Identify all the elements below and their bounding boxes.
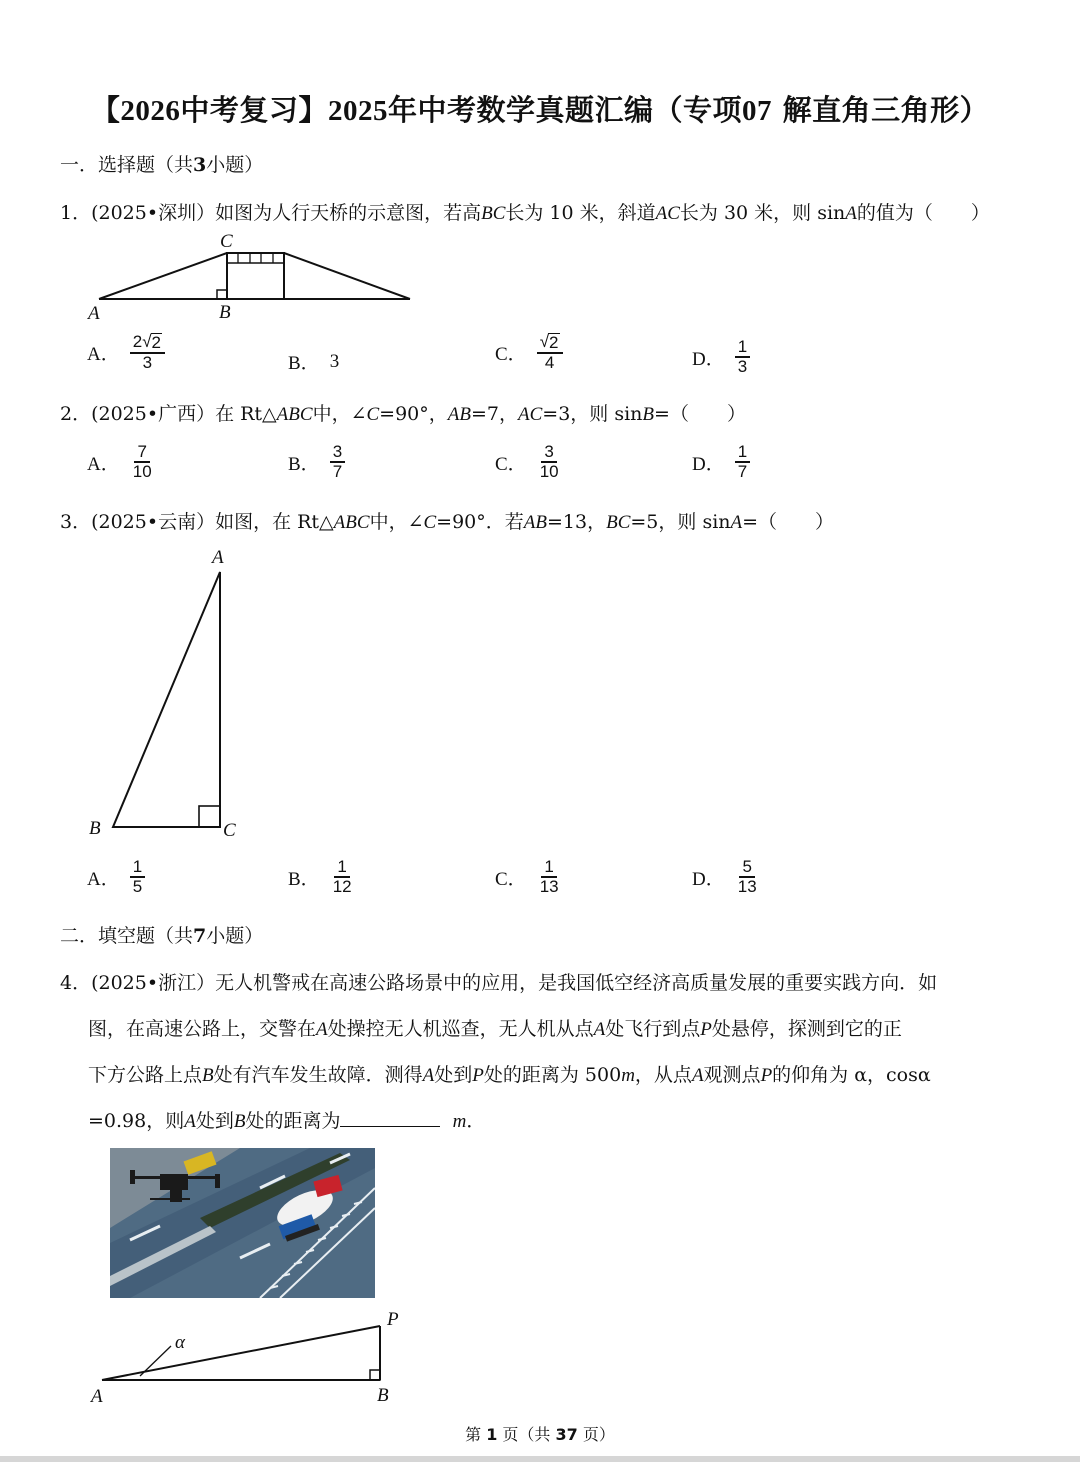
math-var: B — [233, 1111, 246, 1132]
question-4-line-4 — [88, 1106, 485, 1133]
question-text: 下方公路上点 — [88, 1064, 203, 1086]
label-a: A — [88, 303, 100, 324]
question-text: 图，在高速公路上，交警在 — [88, 1018, 317, 1040]
title-main-text: 年中考数学真题汇编（专项 — [387, 93, 742, 127]
answer-blank[interactable] — [340, 1110, 440, 1127]
math-var: P — [700, 1019, 712, 1040]
option-label: D． — [692, 868, 725, 890]
question-4-line-3 — [88, 1060, 931, 1087]
title-year: 2025 — [327, 95, 388, 127]
question-source: (2025•云南） — [91, 511, 216, 533]
fraction — [330, 858, 355, 896]
rail-posts — [238, 253, 273, 263]
figure-right-triangle — [80, 540, 280, 850]
option-label: A． — [87, 453, 120, 475]
question-text: 处有汽车发生故障．测得 — [213, 1064, 423, 1086]
drone-highway-photo — [110, 1148, 375, 1298]
fraction — [735, 443, 750, 481]
option-label: C． — [495, 868, 527, 890]
option-label: B． — [288, 453, 320, 475]
math-var: A — [845, 203, 857, 224]
q3-option-d[interactable] — [692, 858, 760, 896]
denominator: 13 — [737, 877, 757, 896]
question-text: =5，则 sin — [630, 511, 731, 533]
denominator: 10 — [132, 462, 152, 481]
fraction — [130, 443, 155, 481]
label-b: B — [89, 818, 101, 839]
denominator: 3 — [142, 353, 153, 372]
numerator: 3 — [330, 443, 345, 463]
denominator: 10 — [539, 462, 559, 481]
question-text: =0.98，则 — [88, 1110, 185, 1132]
numerator: 1 — [334, 858, 349, 878]
question-text: =13， — [547, 511, 607, 533]
fraction — [130, 333, 165, 372]
q1-option-d[interactable] — [692, 338, 750, 376]
section-heading-choice — [60, 150, 263, 177]
numerator: 1 — [130, 858, 145, 878]
option-label: A． — [87, 344, 120, 365]
bridge-body — [227, 253, 284, 299]
denominator: 5 — [132, 877, 143, 896]
numerator: 5 — [739, 858, 754, 878]
fraction — [537, 443, 562, 481]
math-var: A — [730, 512, 743, 533]
footer-text: 页） — [582, 1425, 615, 1444]
math-var: ABC — [276, 404, 313, 425]
current-page: 1 — [486, 1425, 498, 1444]
triangle-abc — [113, 572, 220, 827]
question-text: 中，∠ — [312, 403, 367, 425]
q3-option-b[interactable] — [288, 858, 355, 896]
question-text: ，从点 — [634, 1064, 692, 1086]
denominator: 12 — [332, 877, 352, 896]
numerator: 1 — [735, 443, 750, 463]
right-angle-marker — [217, 290, 227, 299]
label-a: A — [212, 547, 224, 568]
math-var: P — [472, 1065, 484, 1086]
question-text: 长为 30 米，则 sin — [679, 202, 846, 224]
fraction — [735, 338, 750, 376]
page-footer — [0, 1422, 1080, 1445]
math-var: C — [423, 512, 437, 533]
question-text: 处飞行到点 — [605, 1018, 701, 1040]
document-title — [0, 88, 1080, 129]
label-b: B — [377, 1385, 389, 1406]
denominator: 7 — [737, 462, 748, 481]
question-1 — [60, 198, 990, 225]
section-suffix: 小题） — [206, 154, 264, 176]
q2-option-d[interactable] — [692, 443, 750, 481]
section-heading-fill-in — [60, 921, 263, 948]
fraction — [130, 858, 145, 896]
coefficient: 2 — [132, 332, 143, 351]
question-text: 的值为（ ） — [856, 202, 990, 224]
question-text: 长为 10 米，斜道 — [505, 202, 656, 224]
option-value: 3 — [329, 350, 340, 372]
q1-option-c[interactable] — [495, 333, 563, 372]
question-text: 处的距离为 — [245, 1110, 341, 1132]
math-var: A — [593, 1019, 606, 1040]
question-text: 中，∠ — [369, 511, 424, 533]
figure-elevation-angle — [85, 1300, 415, 1410]
denominator: 13 — [539, 877, 559, 896]
footer-text: 第 — [465, 1425, 482, 1444]
question-source: (2025•广西） — [91, 403, 216, 425]
question-text: 观测点 — [703, 1064, 761, 1086]
label-a: A — [91, 1386, 103, 1407]
page-bottom-edge — [0, 1456, 1080, 1462]
option-label: B． — [288, 868, 320, 890]
question-text: 如图，在 Rt△ — [215, 511, 334, 533]
math-var: ABC — [333, 512, 370, 533]
right-angle-marker — [370, 1370, 380, 1380]
question-text: 处到 — [195, 1110, 234, 1132]
numerator: 3 — [541, 443, 556, 463]
q2-option-b[interactable] — [288, 443, 345, 481]
math-var: AB — [523, 512, 547, 533]
question-source: (2025•深圳） — [91, 202, 216, 224]
question-3 — [60, 507, 834, 534]
title-topic-text: 解直角三角形） — [782, 93, 990, 127]
section-label: 二．填空题（共 — [60, 925, 194, 947]
section-count: 3 — [193, 154, 207, 176]
option-label: C． — [495, 453, 527, 475]
math-var: A — [184, 1111, 196, 1132]
q3-option-a[interactable] — [87, 858, 145, 896]
math-var: AC — [518, 404, 543, 425]
title-topic-number: 07 — [741, 95, 772, 127]
sqrt-icon: √ 2 — [539, 332, 559, 352]
q2-option-c[interactable] — [495, 443, 562, 481]
numerator: 1 — [735, 338, 750, 358]
radicand: 2 — [151, 333, 162, 352]
question-number: 2． — [60, 403, 92, 425]
option-label: D． — [692, 453, 725, 475]
title-year-prefix: 2026 — [120, 95, 181, 127]
label-c: C — [220, 231, 233, 252]
section-label: 一．选择题（共 — [60, 154, 194, 176]
question-text: =90°．若 — [436, 511, 524, 533]
ramp-right — [284, 253, 410, 299]
math-var: B — [202, 1065, 214, 1086]
title-prefix-text: 中考复习 — [180, 93, 299, 127]
denominator: 7 — [332, 462, 343, 481]
question-text: =7， — [471, 403, 519, 425]
math-var: AC — [655, 203, 680, 224]
option-label: A． — [87, 868, 120, 890]
math-var: A — [422, 1065, 435, 1086]
section-suffix: 小题） — [206, 925, 264, 947]
fraction — [537, 333, 563, 372]
question-source: (2025•浙江） — [91, 972, 216, 994]
title-bracket-close: 】 — [298, 93, 328, 127]
question-4-line-2 — [88, 1014, 902, 1041]
question-text: 处到 — [434, 1064, 473, 1086]
math-var: C — [366, 404, 380, 425]
question-text: 如图为人行天桥的示意图，若高 — [215, 202, 482, 224]
numerator: 1 — [541, 858, 556, 878]
question-number: 3． — [60, 511, 92, 533]
question-4-line-1 — [60, 968, 937, 995]
section-count: 7 — [193, 925, 207, 947]
question-text: 在 Rt△ — [215, 403, 277, 425]
question-text: 无人机警戒在高速公路场景中的应用，是我国低空经济高质量发展的重要实践方向．如 — [215, 972, 938, 994]
question-number: 1． — [60, 202, 92, 224]
q1-option-b[interactable] — [288, 348, 339, 375]
option-label: D． — [692, 348, 725, 370]
question-text: =（ ） — [654, 403, 746, 425]
math-var: A — [316, 1019, 328, 1040]
denominator: 3 — [737, 357, 748, 376]
photo-illustration — [110, 1148, 375, 1298]
ramp-left — [99, 253, 227, 299]
fraction — [735, 858, 760, 896]
question-text: 处的距离为 500 — [483, 1064, 622, 1086]
total-pages: 37 — [555, 1425, 578, 1444]
question-text: 处悬停，探测到它的正 — [711, 1018, 902, 1040]
sqrt-icon: √ 2 — [142, 332, 162, 352]
math-var: P — [760, 1065, 773, 1086]
right-angle-marker — [199, 806, 220, 827]
fraction — [537, 858, 562, 896]
question-number: 4． — [60, 972, 92, 994]
option-label: C． — [495, 344, 527, 365]
math-var: m — [621, 1065, 635, 1086]
q2-option-a[interactable] — [87, 443, 155, 481]
q1-option-a[interactable] — [87, 333, 165, 372]
fraction — [330, 443, 345, 481]
q3-option-c[interactable] — [495, 858, 562, 896]
unit: m — [452, 1111, 467, 1132]
math-var: B — [642, 404, 655, 425]
math-var: BC — [606, 512, 631, 533]
title-bracket-open: 【 — [90, 93, 121, 127]
math-var: AB — [447, 404, 471, 425]
question-text: =（ ） — [742, 511, 835, 533]
label-p: P — [387, 1309, 399, 1330]
numerator: 7 — [134, 443, 149, 463]
math-var: A — [691, 1065, 704, 1086]
question-text: 的仰角为 α，cosα — [772, 1064, 931, 1086]
question-2 — [60, 399, 746, 426]
label-b: B — [219, 302, 231, 323]
question-text: ． — [466, 1110, 486, 1132]
footer-text: 页（共 — [502, 1425, 551, 1444]
label-c: C — [223, 820, 236, 841]
label-alpha: α — [175, 1332, 185, 1353]
question-text: =90°， — [379, 403, 448, 425]
angle-pointer — [140, 1346, 171, 1376]
option-label: B． — [288, 353, 320, 374]
figure-footbridge — [80, 225, 430, 325]
question-text: =3，则 sin — [542, 403, 643, 425]
denominator: 4 — [544, 353, 555, 372]
math-var: BC — [481, 203, 506, 224]
radicand: 2 — [549, 333, 559, 352]
question-text: 处操控无人机巡查，无人机从点 — [327, 1018, 594, 1040]
